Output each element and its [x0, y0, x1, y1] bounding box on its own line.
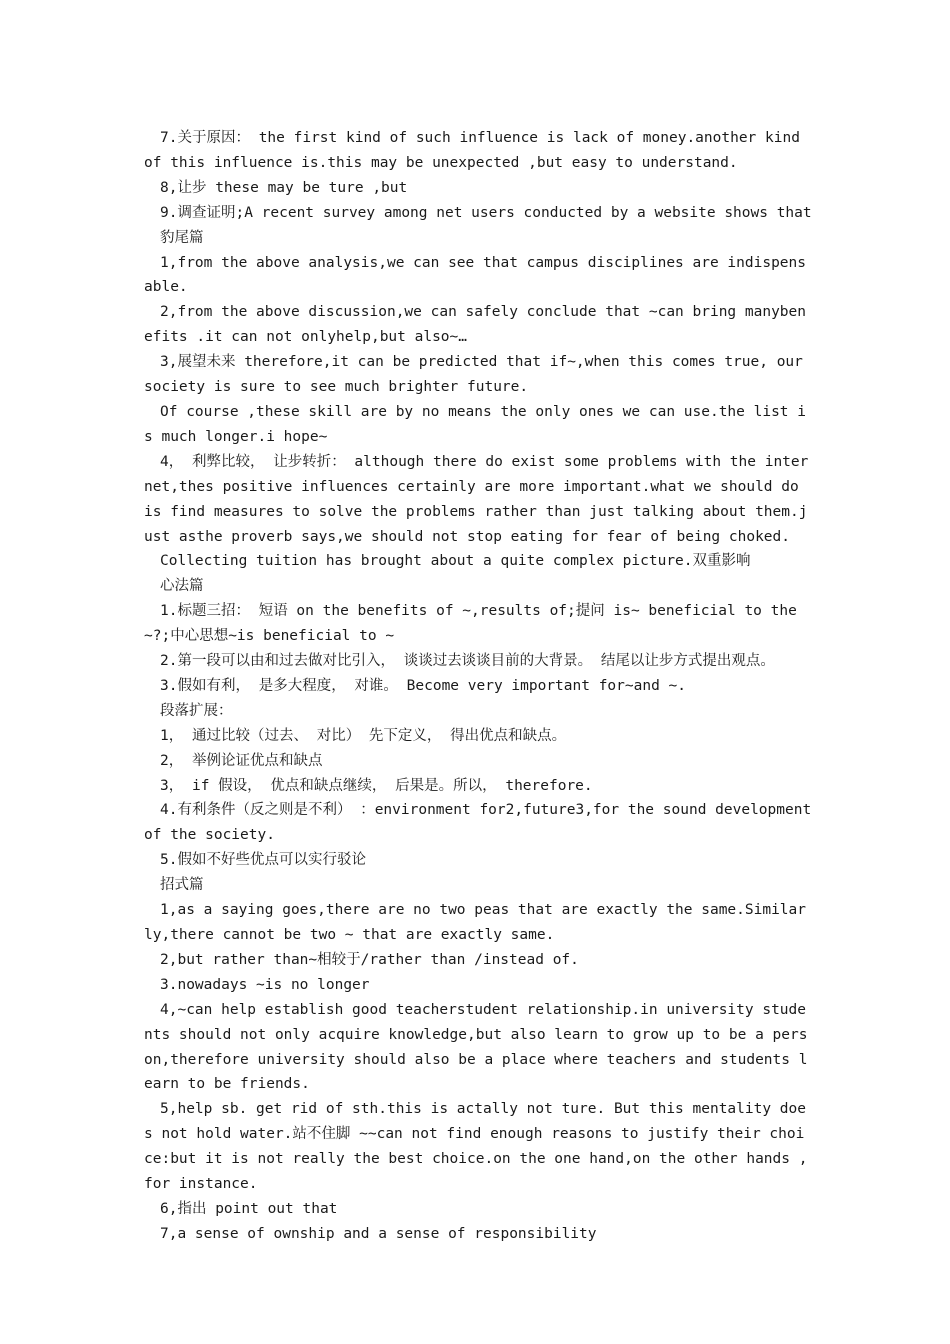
paragraph-method-3: 3.假如有利， 是多大程度， 对谁。 Become very important for~and ~. — [160, 677, 686, 694]
paragraph-expansion-3: 3， if 假设， 优点和缺点继续， 后果是。所以， therefore. — [160, 777, 593, 794]
paragraph-method-4: 4.有利条件（反之则是不利） ：environment for2,future3,for the sound development of the society. — [144, 802, 820, 844]
paragraph-method-2: 2.第一段可以由和过去做对比引入， 谈谈过去谈谈目前的大背景。 结尾以让步方式提出观点。 — [160, 653, 775, 670]
paragraph-survey: 9.调查证明;A recent survey among net users conducted by a website shows that — [160, 204, 812, 221]
section-heading-moves: 招式篇 — [160, 877, 204, 894]
paragraph-moves-6: 6,指出 point out that — [160, 1200, 338, 1217]
paragraph-method-5: 5.假如不好些优点可以实行驳论 — [160, 852, 366, 869]
paragraph-tuition: Collecting tuition has brought about a quite complex picture.双重影响 — [160, 553, 751, 570]
paragraph-ending-1: 1,from the above analysis,we can see that campus disciplines are indispensable. — [144, 254, 807, 296]
paragraph-moves-4: 4,~can help establish good teacherstudent relationship.in university students should not only acquire knowledge,but also learn to grow up to be a person,therefore university should also be a place where teachers and students learn to be friends. — [144, 1001, 808, 1093]
paragraph-method-1: 1.标题三招： 短语 on the benefits of ~,results of;提问 is~ beneficial to the~?;中心思想~is beneficial to ~ — [144, 603, 797, 645]
paragraph-moves-5: 5,help sb. get rid of sth.this is actally not ture. But this mentality does not hold water.站不住脚 ~~can not find enough reasons to justify their choice:but it is not really the best choice.on the one hand,on the other hands ,for instance. — [144, 1101, 808, 1193]
paragraph-expansion-2: 2， 举例论证优点和缺点 — [160, 752, 323, 769]
paragraph-ending-4: 4， 利弊比较， 让步转折： although there do exist some problems with the internet,thes positive influences certainly are more important.what we should do is find measures to solve the problems rather than just talking about them.just asthe proverb says,we should not stop eating for fear of being choked. — [144, 453, 809, 545]
paragraph-moves-2: 2,but rather than~相较于/rather than /instead of. — [160, 951, 579, 968]
paragraph-of-course: Of course ,these skill are by no means the only ones we can use.the list is much longer.i hope~ — [144, 403, 807, 445]
subheading-paragraph-expansion: 段落扩展： — [160, 702, 233, 719]
paragraph-reason: 7.关于原因： the first kind of such influence is lack of money.another kind of this influence is.this may be unexpected ,but easy to understand. — [144, 130, 809, 171]
paragraph-moves-3: 3.nowadays ~is no longer — [160, 976, 370, 993]
document-body — [144, 126, 820, 1247]
paragraph-moves-7: 7,a sense of ownship and a sense of responsibility — [160, 1225, 597, 1242]
paragraph-concession: 8,让步 these may be ture ,but — [160, 179, 408, 196]
paragraph-moves-1: 1,as a saying goes,there are no two peas that are exactly the same.Similarly,there cannot be two ~ that are exactly same. — [144, 902, 807, 943]
paragraph-ending-2: 2,from the above discussion,we can safely conclude that ~can bring manybenefits .it can not onlyhelp,but also~… — [144, 304, 807, 346]
paragraph-expansion-1: 1， 通过比较（过去、 对比） 先下定义， 得出优点和缺点。 — [160, 727, 567, 744]
section-heading-ending: 豹尾篇 — [160, 229, 204, 246]
section-heading-method: 心法篇 — [160, 578, 204, 595]
paragraph-ending-3: 3,展望未来 therefore,it can be predicted that if~,when this comes true, our society is sure to see much brighter future. — [144, 354, 812, 396]
